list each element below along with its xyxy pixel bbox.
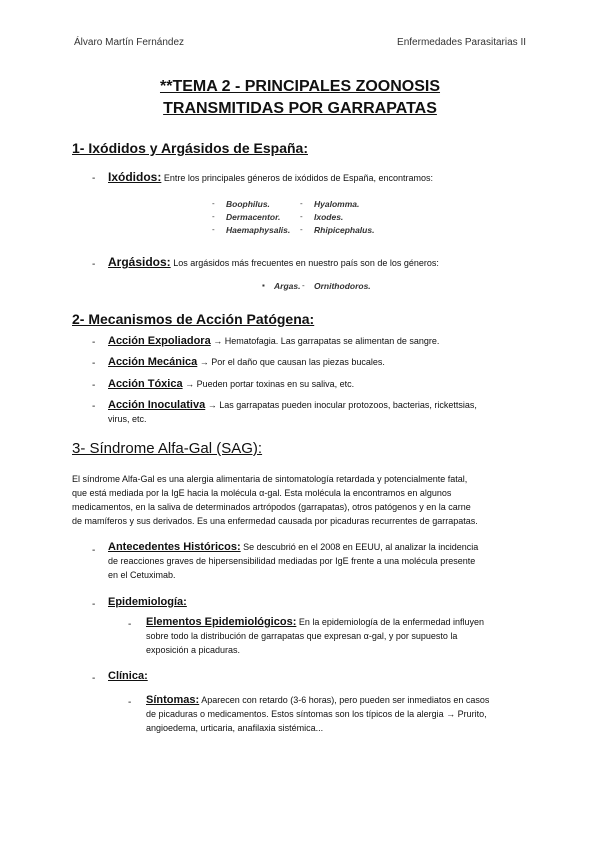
argasidos-item [108,255,439,270]
antecedentes-line: en el Cetuximab. [108,570,176,580]
elementos-item [146,615,540,657]
ixodidos-text: Entre los principales géneros de ixódidos de España, encontramos: [163,173,434,183]
genus-dash: - [300,212,303,221]
argasidos-term: Argásidos: [108,255,171,269]
genus-dash: - [302,281,305,290]
page-title [0,76,600,120]
genus-dash: - [300,199,303,208]
mechanism-text: → Por el daño que causan las piezas bucales. [199,357,385,367]
sintomas-item [146,693,540,735]
mechanism-text: → Hematofagia. Las garrapatas se alimentan de sangre. [213,336,440,346]
intro-line: de mamíferos y sus derivados. Es una enfermedad causada por picaduras recurrentes de garrapatas. [72,516,478,526]
mechanism-text-cont: virus, etc. [108,414,147,424]
header-author: Álvaro Martín Fernández [74,37,185,48]
sintomas-line: Aparecen con retardo (3-6 horas), pero pueden ser inmediatos en casos [201,695,490,705]
mechanism-term: Acción Expoliadora [108,335,211,347]
clinica-term: Clínica: [108,670,148,682]
elementos-term: Elementos Epidemiológicos: [146,616,297,628]
genus-right-0: Hyalomma. [314,199,360,209]
bullet-dash: - [92,337,96,348]
sintomas-term: Síntomas: [146,694,200,706]
bullet-dash: - [92,380,96,391]
mechanism-term: Acción Tóxica [108,378,183,390]
elementos-line: En la epidemiología de la enfermedad influyen [298,617,484,627]
section1-heading: 1- Ixódidos y Argásidos de España: [72,140,308,156]
mechanism-item [108,334,439,348]
bullet-dash: - [92,173,96,184]
ixodidos-term: Ixódidos: [108,170,162,184]
intro-line: que está mediada por la IgE hacia la molécula α-gal. Esta molécula la encontramos en algunos [72,488,452,498]
page-title-line1: **TEMA 2 - PRINCIPALES ZOONOSIS [159,78,441,95]
bullet-dash: - [128,619,132,630]
genus-left-2: Haemaphysalis. [226,225,291,235]
genus-right-1: Ixodes. [314,212,344,222]
genus-dash: - [212,212,215,221]
antecedentes-item [108,540,540,582]
bullet-dash: - [92,259,96,270]
bullet-dash: - [128,697,132,708]
antecedentes-line: de reacciones graves de hipersensibilidad mediadas por IgE frente a una molécula presente [108,556,476,566]
section2-heading: 2- Mecanismos de Acción Patógena: [72,311,315,327]
genus-dash: - [300,225,303,234]
elementos-line: sobre todo la distribución de garrapatas que expresan α-gal, y por supuesto la [146,631,458,641]
bullet-dash: - [92,673,96,684]
mechanism-term: Acción Inoculativa [108,399,206,411]
genus-left-1: Dermacentor. [226,212,281,222]
sintomas-line: angioedema, urticaria, anafilaxia sistémica... [146,723,324,733]
mechanism-term: Acción Mecánica [108,356,198,368]
section3-intro [72,472,538,528]
argasidos-genus-1: Ornithodoros. [314,281,371,291]
antecedentes-line: Se descubrió en el 2008 en EEUU, al analizar la incidencia [243,542,479,552]
mechanism-text: → Las garrapatas pueden inocular protozoos, bacterias, rickettsias, [207,400,477,410]
clinica-item [108,669,148,683]
bullet-dash: - [92,545,96,556]
argasidos-genus-0: Argas. [274,281,301,291]
bullet-dash: - [92,401,96,412]
genus-dash: - [212,199,215,208]
mechanism-item [108,355,385,369]
intro-line: El síndrome Alfa-Gal es una alergia alimentaria de sintomatología retardada y potencialmente fatal, [72,474,468,484]
ixodidos-item [108,170,433,185]
bullet-dash: - [92,358,96,369]
page-title-line2: TRANSMITIDAS POR GARRAPATAS [163,100,437,117]
bullet-dash: - [92,599,96,610]
mechanism-text: → Pueden portar toxinas en su saliva, etc. [185,379,355,389]
elementos-line: exposición a picaduras. [146,645,241,655]
genus-right-2: Rhipicephalus. [314,225,375,235]
epidemiologia-term: Epidemiología: [108,596,187,608]
argasidos-text: Los argásidos más frecuentes en nuestro país son de los géneros: [173,258,439,268]
antecedentes-term: Antecedentes Históricos: [108,541,241,553]
sintomas-line: de picaduras o medicamentos. Estos síntomas son los típicos de la alergia → Prurito, [146,709,487,719]
section3-heading: 3- Síndrome Alfa-Gal (SAG): [72,440,263,457]
intro-line: medicamentos, en la saliva de determinados artrópodos (garrapatas), otros patógenos y en la carne [72,502,471,512]
epidemiologia-item [108,595,187,609]
mechanism-item [108,398,477,426]
genus-left-0: Boophilus. [226,199,270,209]
header-subject: Enfermedades Parasitarias II [397,37,526,48]
genus-dash: ▪ [262,281,265,290]
mechanism-item [108,377,354,391]
genus-dash: - [212,225,215,234]
